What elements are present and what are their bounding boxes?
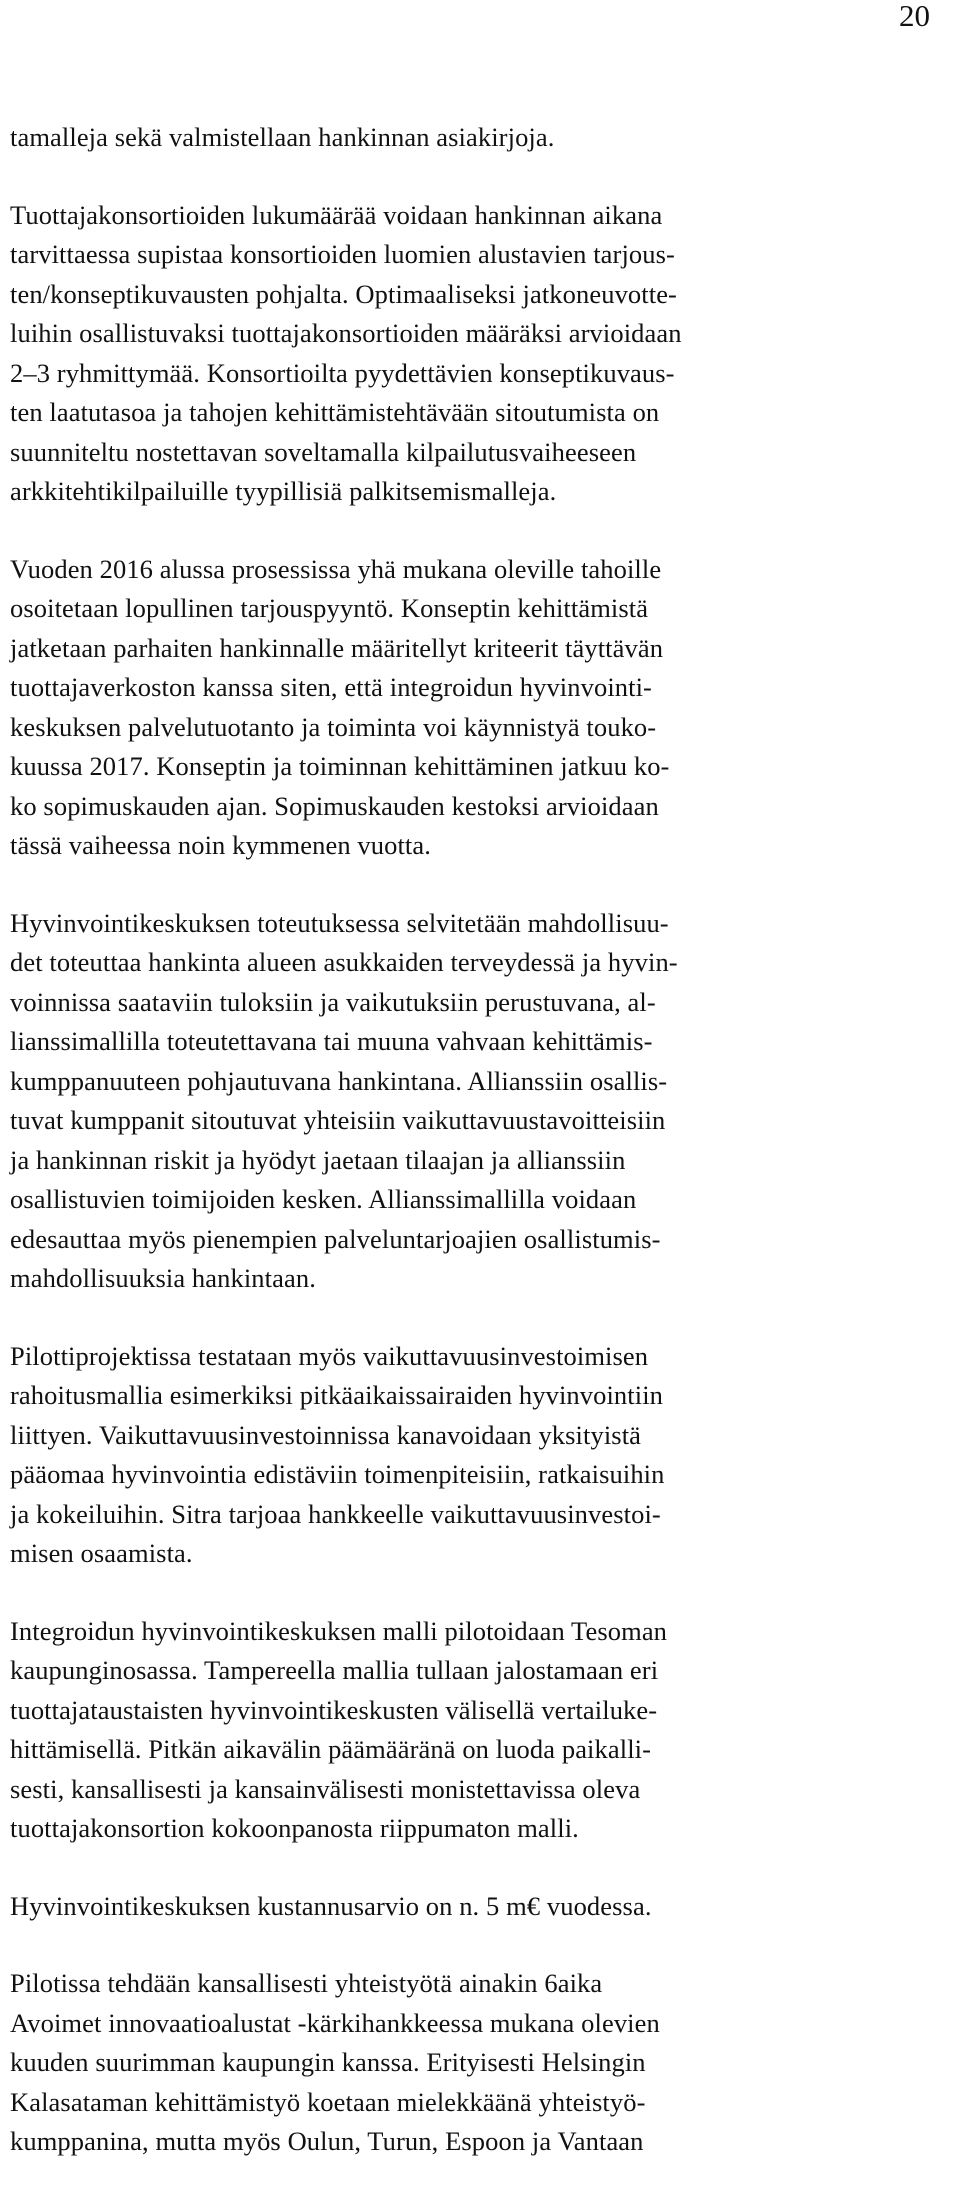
text-line: keskuksen palvelutuotanto ja toiminta voi käynnistyä touko-	[10, 711, 657, 742]
text-line: ten/konseptikuvausten pohjalta. Optimaaliseksi jatkoneuvotte-	[10, 278, 677, 309]
text-line: Tuottajakonsortioiden lukumäärää voidaan hankinnan aikana	[10, 199, 663, 230]
text-line: voinnissa saataviin tuloksiin ja vaikutuksiin perustuvana, al-	[10, 986, 656, 1017]
paragraph	[10, 550, 955, 866]
text-line: Avoimet innovaatioalustat -kärkihankkeessa mukana olevien	[10, 2007, 660, 2038]
text-line: lianssimallilla toteutettavana tai muuna vahvaan kehittämis-	[10, 1026, 653, 1056]
text-line: jatketaan parhaiten hankinnalle määritellyt kriteerit täyttävän	[10, 632, 664, 663]
text-line: ten laatutasoa ja tahojen kehittämistehtävään sitoutumista on	[10, 397, 660, 427]
text-line: rahoitusmallia esimerkiksi pitkäaikaissairaiden hyvinvointiin	[10, 1380, 664, 1410]
text-line: kuussa 2017. Konseptin ja toiminnan kehittäminen jatkuu ko-	[10, 751, 670, 781]
text-line: tuottajataustaisten hyvinvointikeskusten välisellä vertailuke-	[10, 1694, 658, 1725]
text-line: pääomaa hyvinvointia edistäviin toimenpiteisiin, ratkaisuihin	[10, 1459, 665, 1489]
text-line: ja kokeiluihin. Sitra tarjoaa hankkeelle vaikuttavuusinvestoi-	[10, 1498, 661, 1529]
text-line: mahdollisuuksia hankintaan.	[10, 1263, 316, 1293]
text-line: Hyvinvointikeskuksen kustannusarvio on n. 5 m€ vuodessa.	[10, 1890, 652, 1921]
text-line: suunniteltu nostettavan soveltamalla kilpailutusvaiheeseen	[10, 436, 637, 467]
text-line: kumppanuuteen pohjautuvana hankintana. Allianssiin osallis-	[10, 1065, 668, 1096]
text-line: osoitetaan lopullinen tarjouspyyntö. Konseptin kehittämistä	[10, 593, 649, 623]
paragraph	[10, 904, 955, 1299]
text-line: 2–3 ryhmittymää. Konsortioilta pyydettävien konseptikuvaus-	[10, 357, 675, 388]
text-line: Pilotissa tehdään kansallisesti yhteistyötä ainakin 6aika	[10, 1968, 603, 1998]
text-line: arkkitehtikilpailuille tyypillisiä palkitsemismalleja.	[10, 476, 557, 506]
text-line: misen osaamista.	[10, 1538, 193, 1568]
paragraph	[10, 1337, 955, 1574]
text-line: kaupunginosassa. Tampereella mallia tullaan jalostamaan eri	[10, 1655, 659, 1685]
paragraph	[10, 1964, 955, 2162]
text-line: Pilottiprojektissa testataan myös vaikuttavuusinvestoimisen	[10, 1340, 649, 1371]
text-line: Vuoden 2016 alussa prosessissa yhä mukana oleville tahoille	[10, 553, 662, 584]
paragraph	[10, 1887, 955, 1927]
text-line: kumppanina, mutta myös Oulun, Turun, Espoon ja Vantaan	[10, 2126, 644, 2156]
page-number: 20	[899, 0, 930, 33]
text-line: tuvat kumppanit sitoutuvat yhteisiin vaikuttavuustavoitteisiin	[10, 1105, 666, 1135]
text-line: sesti, kansallisesti ja kansainvälisesti monistettavissa oleva	[10, 1773, 641, 1804]
text-line: Kalasataman kehittämistyö koetaan mielekkäänä yhteistyö-	[10, 2086, 646, 2117]
text-line: tamalleja sekä valmistellaan hankinnan asiakirjoja.	[10, 122, 555, 152]
text-line: tarvittaessa supistaa konsortioiden luomien alustavien tarjous-	[10, 239, 675, 269]
body-text	[10, 118, 955, 2200]
text-line: ko sopimuskauden ajan. Sopimuskauden kestoksi arvioidaan	[10, 790, 659, 821]
text-line: liittyen. Vaikuttavuusinvestoinnissa kanavoidaan yksityistä	[10, 1419, 642, 1450]
text-line: Integroidun hyvinvointikeskuksen malli pilotoidaan Tesoman	[10, 1615, 668, 1646]
text-line: kuuden suurimman kaupungin kanssa. Erityisesti Helsingin	[10, 2047, 646, 2077]
text-line: tuottajaverkoston kanssa siten, että integroidun hyvinvointi-	[10, 672, 652, 702]
text-line: tuottajakonsortion kokoonpanosta riippumaton malli.	[10, 1813, 579, 1843]
text-line: tässä vaiheessa noin kymmenen vuotta.	[10, 830, 431, 860]
text-line: hittämisellä. Pitkän aikavälin päämääränä on luoda paikalli-	[10, 1734, 652, 1764]
text-line: det toteuttaa hankinta alueen asukkaiden terveydessä ja hyvin-	[10, 947, 678, 977]
text-line: Hyvinvointikeskuksen toteutuksessa selvitetään mahdollisuu-	[10, 907, 669, 938]
paragraph	[10, 118, 955, 158]
text-line: edesauttaa myös pienempien palveluntarjoajien osallistumis-	[10, 1223, 661, 1254]
text-line: ja hankinnan riskit ja hyödyt jaetaan tilaajan ja allianssiin	[10, 1144, 626, 1175]
paragraph	[10, 196, 955, 512]
paragraph	[10, 1612, 955, 1849]
text-line: osallistuvien toimijoiden kesken. Allianssimallilla voidaan	[10, 1184, 637, 1214]
text-line: luihin osallistuvaksi tuottajakonsortioiden määräksi arvioidaan	[10, 318, 682, 348]
